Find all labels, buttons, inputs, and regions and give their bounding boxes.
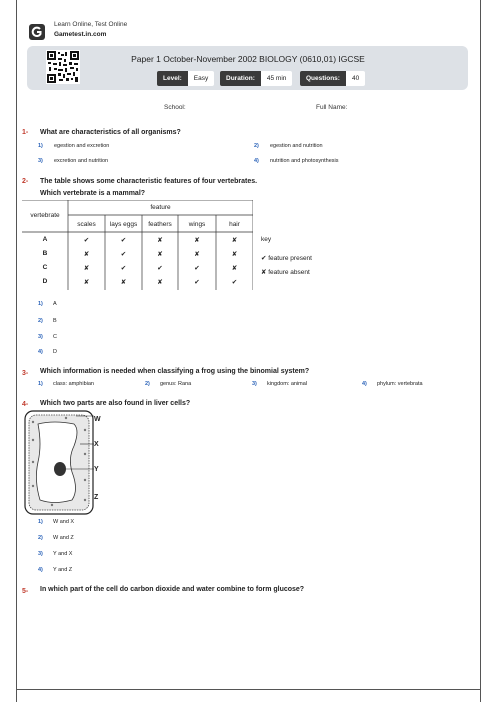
paper-title: Paper 1 October-November 2002 BIOLOGY (0610,01) IGCSE <box>131 54 365 64</box>
option-number: 2) <box>38 318 43 324</box>
table-cell: ✔ <box>120 237 127 244</box>
option-text[interactable]: B <box>53 318 57 324</box>
table-cell: ✘ <box>231 265 238 272</box>
diagram-label-w: W <box>94 416 101 423</box>
fullname-field-label: Full Name: <box>316 104 348 111</box>
duration-value: 45 min <box>261 71 293 86</box>
diagram-label-x: X <box>94 441 99 448</box>
question-text: Which information is needed when classifying a frog using the binomial system? <box>40 368 310 375</box>
page-border-left <box>16 0 17 702</box>
option-number: 3) <box>252 381 257 387</box>
table-cell: ✘ <box>194 237 200 244</box>
question-number: 5- <box>22 588 29 595</box>
option-number: 2) <box>254 143 259 149</box>
option-number: 2) <box>145 381 150 387</box>
table-cell: ✔ <box>194 265 200 272</box>
table-row-label: B <box>42 250 48 257</box>
option-text[interactable]: kingdom: animal <box>267 381 308 387</box>
table-cell: ✘ <box>194 251 200 258</box>
option-number: 1) <box>38 519 43 525</box>
option-number: 3) <box>38 158 43 164</box>
vertebrate-feature-table <box>22 200 253 290</box>
option-number: 4) <box>362 381 367 387</box>
question-text: What are characteristics of all organisms? <box>40 129 181 136</box>
table-column-header: feathers <box>148 221 172 228</box>
question-number: 2- <box>22 178 29 185</box>
table-cell: ✔ <box>83 237 90 244</box>
key-absent: ✘ feature absent <box>261 269 310 276</box>
level-label: Level: <box>157 71 188 86</box>
option-number: 1) <box>38 301 43 307</box>
table-row-label: C <box>42 264 48 271</box>
table-cell: ✘ <box>231 251 238 258</box>
level-badge <box>157 71 214 86</box>
option-number: 4) <box>38 349 43 355</box>
option-number: 1) <box>38 381 43 387</box>
table-cell: ✘ <box>83 251 90 258</box>
option-number: 4) <box>254 158 259 164</box>
table-column-header: wings <box>188 221 206 228</box>
table-cell: ✘ <box>83 279 90 286</box>
table-column-header: hair <box>229 221 240 228</box>
option-number: 4) <box>38 567 43 573</box>
option-text[interactable]: excretion and nutrition <box>54 158 109 164</box>
questions-badge <box>300 71 365 86</box>
option-text[interactable]: W and X <box>53 519 75 525</box>
page-border-right <box>480 0 481 702</box>
question-text: Which vertebrate is a mammal? <box>40 190 146 197</box>
option-text[interactable]: D <box>53 349 57 355</box>
option-text[interactable]: genus: Rana <box>160 381 192 387</box>
table-cell: ✔ <box>194 279 200 286</box>
table-cell: ✘ <box>83 265 90 272</box>
plant-cell-diagram <box>24 410 94 515</box>
option-text[interactable]: egestion and nutrition <box>270 143 323 149</box>
table-cell: ✔ <box>157 265 163 272</box>
level-value: Easy <box>188 71 214 86</box>
questions-value: 40 <box>346 71 365 86</box>
option-number: 1) <box>38 143 43 149</box>
option-text[interactable]: C <box>53 334 57 340</box>
table-cell: ✔ <box>231 279 238 286</box>
key-present: ✔ feature present <box>261 255 312 262</box>
table-cell: ✘ <box>231 237 238 244</box>
question-number: 3- <box>22 370 29 377</box>
question-text: The table shows some characteristic features of four vertebrates. <box>40 178 258 185</box>
table-cell: ✔ <box>120 265 127 272</box>
brand-site: Gametest.in.com <box>54 31 107 38</box>
table-cell: ✔ <box>120 251 127 258</box>
question-number: 1- <box>22 129 29 136</box>
key-title: key <box>261 236 272 243</box>
question-number: 4- <box>22 401 29 408</box>
table-cell: ✘ <box>157 251 163 258</box>
option-number: 3) <box>38 334 43 340</box>
option-text[interactable]: class: amphibian <box>53 381 94 387</box>
table-group-header: feature <box>150 204 171 211</box>
question-text: In which part of the cell do carbon dioxide and water combine to form glucose? <box>40 586 305 593</box>
table-column-header: lays eggs <box>109 221 138 228</box>
table-column-header: scales <box>77 221 96 228</box>
table-corner-header: vertebrate <box>30 212 60 219</box>
option-text[interactable]: Y and Z <box>53 567 73 573</box>
option-text[interactable]: phylum: vertebrata <box>377 381 423 387</box>
option-number: 2) <box>38 535 43 541</box>
table-cell: ✘ <box>157 279 163 286</box>
table-row-label: A <box>42 236 48 243</box>
question-text: Which two parts are also found in liver cells? <box>40 400 191 407</box>
diagram-label-z: Z <box>94 494 99 501</box>
table-cell: ✘ <box>157 237 163 244</box>
school-field-label: School: <box>164 104 186 111</box>
option-text[interactable]: nutrition and photosynthesis <box>270 158 339 164</box>
duration-label: Duration: <box>220 71 261 86</box>
option-text[interactable]: A <box>53 301 57 307</box>
gametest-logo-icon <box>29 24 45 40</box>
table-cell: ✘ <box>120 279 127 286</box>
option-number: 3) <box>38 551 43 557</box>
questions-label: Questions: <box>300 71 346 86</box>
option-text[interactable]: egestion and excretion <box>54 143 110 149</box>
page-border-bottom <box>16 689 481 690</box>
option-text[interactable]: Y and X <box>53 551 73 557</box>
brand-tagline: Learn Online, Test Online <box>54 21 128 28</box>
duration-badge <box>220 71 292 86</box>
table-row-label: D <box>42 278 48 285</box>
option-text[interactable]: W and Z <box>53 535 74 541</box>
diagram-label-y: Y <box>94 466 99 473</box>
